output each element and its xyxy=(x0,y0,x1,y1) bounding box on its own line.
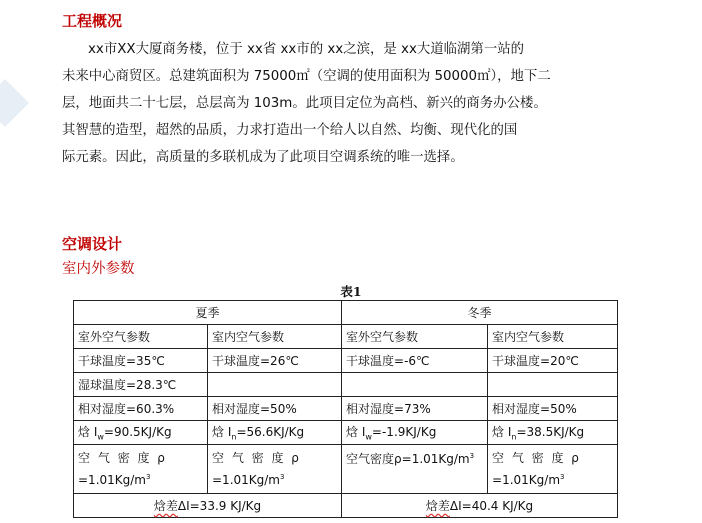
table-cell: 干球温度=-6℃ xyxy=(342,349,488,373)
overview-paragraph xyxy=(62,36,622,171)
table-cell-density xyxy=(74,445,208,494)
table-cell-enthalpy xyxy=(208,421,342,445)
overview-line: 层，地面共二十七层，总层高为 103m。此项目定位为高档、新兴的商务办公楼。 xyxy=(62,96,547,111)
table-cell: 相对湿度=73% xyxy=(342,397,488,421)
table-cell: 干球温度=35℃ xyxy=(74,349,208,373)
table-row xyxy=(74,494,618,518)
table-cell: 相对湿度=50% xyxy=(208,397,342,421)
section-title-ac-design: 空调设计 xyxy=(62,235,123,253)
section-title-overview: 工程概况 xyxy=(62,12,123,30)
enthalpy-label: 焓 I xyxy=(212,425,232,440)
density-superscript: 3 xyxy=(469,452,475,460)
density-number: =1.01Kg/m xyxy=(78,472,146,487)
col-header-indoor: 室内空气参数 xyxy=(488,325,618,349)
density-number: =1.01Kg/m xyxy=(212,472,280,487)
table-row xyxy=(74,325,618,349)
density-value xyxy=(492,468,613,490)
table-row xyxy=(74,445,618,494)
table-caption: 表1 xyxy=(340,284,362,299)
enthalpy-label: 焓 I xyxy=(492,425,512,440)
table-cell-enthalpy xyxy=(488,421,618,445)
table-cell: 干球温度=26℃ xyxy=(208,349,342,373)
watermark-diamond-shape xyxy=(0,79,29,127)
overview-line: 未来中心商贸区。总建筑面积为 75000㎡（空调的使用面积为 50000㎡），地下二 xyxy=(62,69,551,84)
season-header-winter: 冬季 xyxy=(342,301,618,325)
table-cell-density xyxy=(488,445,618,494)
enthalpy-label: 焓 I xyxy=(78,425,98,440)
enthalpy-subscript: w xyxy=(365,432,372,442)
density-value xyxy=(212,468,337,490)
density-label: 空 气 密 度 ρ xyxy=(492,450,581,465)
table-row xyxy=(74,421,618,445)
table-cell-density xyxy=(342,445,488,494)
table-cell-empty xyxy=(208,373,342,397)
table-row xyxy=(74,397,618,421)
parameters-table xyxy=(73,300,618,518)
enthalpy-diff-summer xyxy=(74,494,342,518)
density-number: =1.01Kg/m xyxy=(492,472,561,487)
enthalpy-diff-value: ΔI=40.4 KJ/Kg xyxy=(449,499,534,513)
table-cell-density xyxy=(208,445,342,494)
col-header-outdoor: 室外空气参数 xyxy=(74,325,208,349)
table-cell: 干球温度=20℃ xyxy=(488,349,618,373)
table-cell: 湿球温度=28.3℃ xyxy=(74,373,208,397)
enthalpy-value: =90.5KJ/Kg xyxy=(103,425,172,440)
col-header-indoor: 室内空气参数 xyxy=(208,325,342,349)
table-row xyxy=(74,301,618,325)
table-cell-empty xyxy=(342,373,488,397)
table-cell-enthalpy xyxy=(342,421,488,445)
enthalpy-diff-label: 焓差 xyxy=(153,499,178,513)
density-value xyxy=(78,468,203,490)
enthalpy-value: =56.6KJ/Kg xyxy=(236,425,305,440)
col-header-outdoor: 室外空气参数 xyxy=(342,325,488,349)
table-cell-enthalpy xyxy=(74,421,208,445)
table-cell: 相对湿度=60.3% xyxy=(74,397,208,421)
enthalpy-label: 焓 I xyxy=(346,425,366,440)
overview-line: xx市XX大厦商务楼，位于 xx省 xx市的 xx之滨，是 xx大道临湖第一站的 xyxy=(88,42,524,57)
table-row xyxy=(74,373,618,397)
table-cell-empty xyxy=(488,373,618,397)
enthalpy-diff-label: 焓差 xyxy=(425,499,450,513)
enthalpy-value: =38.5KJ/Kg xyxy=(516,425,585,440)
table-cell: 相对湿度=50% xyxy=(488,397,618,421)
enthalpy-subscript: w xyxy=(97,432,104,442)
enthalpy-value: =-1.9KJ/Kg xyxy=(371,425,437,440)
density-label: 空 气 密 度 ρ xyxy=(212,450,301,465)
section-subtitle-parameters: 室内外参数 xyxy=(62,261,135,277)
enthalpy-diff-winter xyxy=(342,494,618,518)
overview-line: 际元素。因此，高质量的多联机成为了此项目空调系统的唯一选择。 xyxy=(62,150,464,165)
density-superscript: 3 xyxy=(146,472,151,481)
enthalpy-diff-value: ΔI=33.9 KJ/Kg xyxy=(177,499,262,513)
density-superscript: 3 xyxy=(560,472,565,481)
table-row xyxy=(74,349,618,373)
density-label: 空 气 密 度 ρ xyxy=(78,450,167,465)
enthalpy-subscript: n xyxy=(511,432,517,442)
enthalpy-subscript: n xyxy=(231,432,237,442)
season-header-summer: 夏季 xyxy=(74,301,342,325)
density-superscript: 3 xyxy=(280,472,285,481)
density-inline: 空气密度ρ=1.01Kg/m xyxy=(346,452,470,466)
overview-line: 其智慧的造型，超然的品质，力求打造出一个给人以自然、均衡、现代化的国 xyxy=(62,123,518,138)
